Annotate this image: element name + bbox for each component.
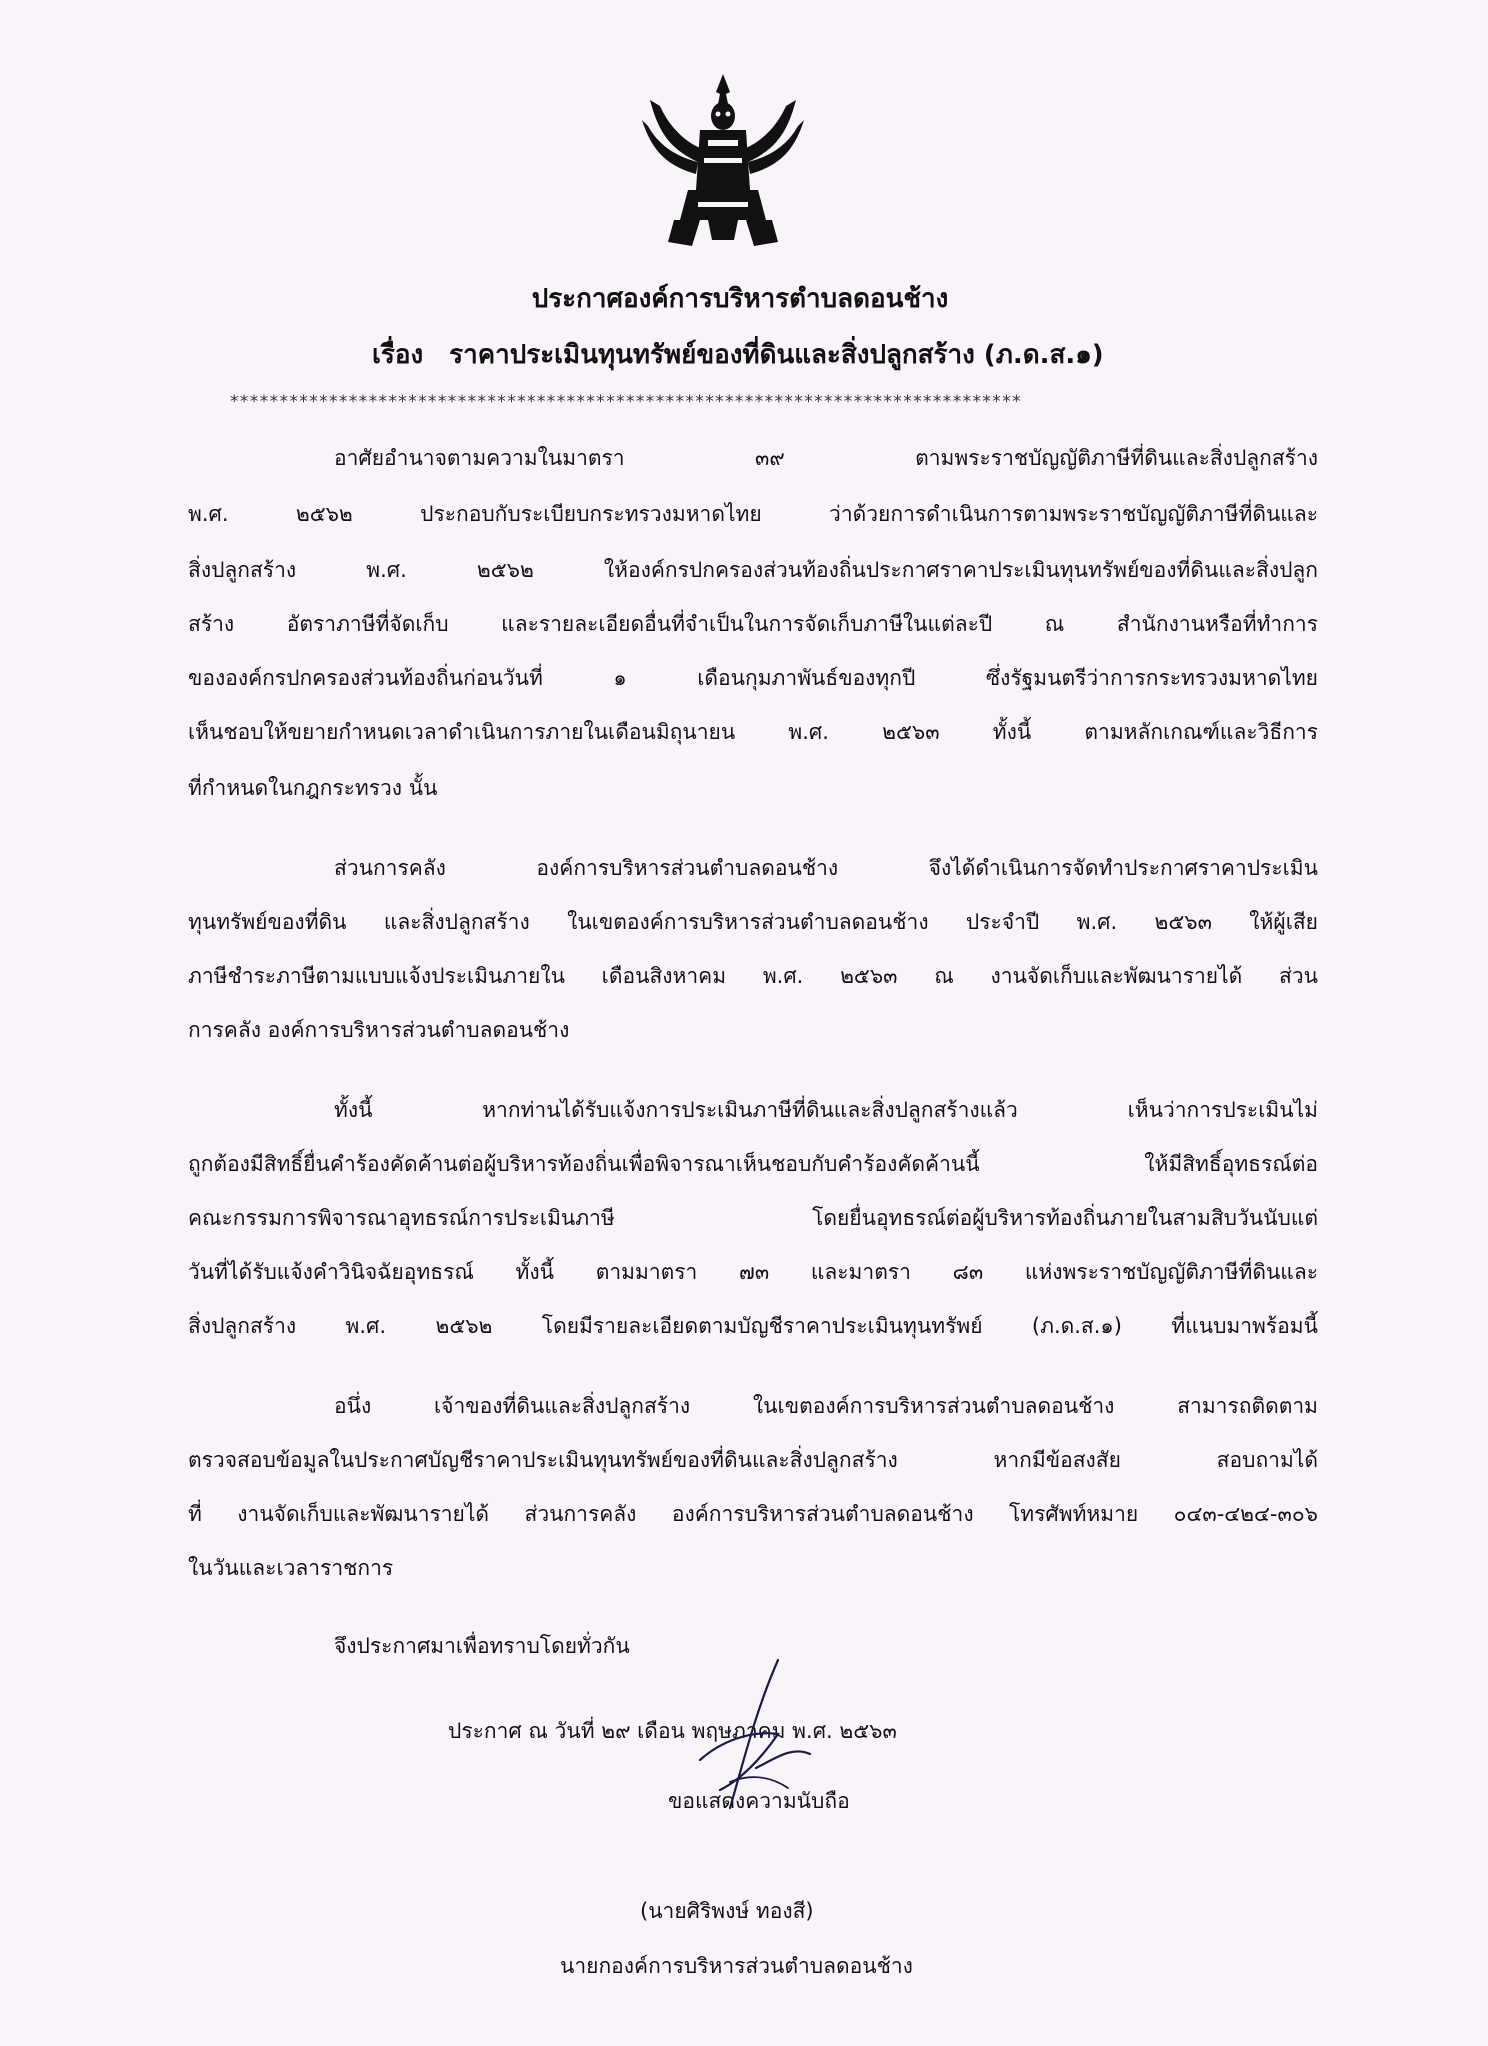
paragraph-3-line: วันที่ได้รับแจ้งคำวินิจฉัยอุทธรณ์ ทั้งนี้ ตามมาตรา ๗๓ และมาตรา ๘๓ แห่งพระราชบัญญัติภาษีที่ดินและ [188,1260,1318,1284]
star-divider: ******************************************************************************** [230,392,1022,412]
announcement-statement: จึงประกาศมาเพื่อทราบโดยทั่วกัน [334,1634,630,1658]
paragraph-3-line: ถูกต้องมีสิทธิ์ยื่นคำร้องคัดค้านต่อผู้บริหารท้องถิ่นเพื่อพิจารณาเห็นชอบกับคำร้องคัดค้านนี้ ให้มีสิทธิ์อุทธรณ์ต่อ [188,1152,1318,1176]
paragraph-4-line: ตรวจสอบข้อมูลในประกาศบัญชีราคาประเมินทุนทรัพย์ของที่ดินและสิ่งปลูกสร้าง หากมีข้อสงสัย สอบถามได้ [188,1448,1318,1472]
paragraph-2-line: ภาษีชำระภาษีตามแบบแจ้งประเมินภายใน เดือนสิงหาคม พ.ศ. ๒๕๖๓ ณ งานจัดเก็บและพัฒนารายได้ ส่วน [188,964,1318,988]
paragraph-2-line: การคลัง องค์การบริหารส่วนตำบลดอนช้าง [188,1018,570,1042]
signature-icon [660,1650,860,1820]
paragraph-1-line: พ.ศ. ๒๕๖๒ ประกอบกับระเบียบกระทรวงมหาดไทย ว่าด้วยการดำเนินการตามพระราชบัญญัติภาษีที่ดินและ [188,502,1318,526]
paragraph-3-line: คณะกรรมการพิจารณาอุทธรณ์การประเมินภาษี โดยยื่นอุทธรณ์ต่อผู้บริหารท้องถิ่นภายในสามสิบวันนับแต่ [188,1206,1318,1230]
signatory-name: (นายศิริพงษ์ ทองสี) [640,1899,814,1923]
subject-label: เรื่อง [372,340,424,370]
signatory-position: นายกองค์การบริหารส่วนตำบลดอนช้าง [560,1954,913,1978]
paragraph-4-line: ที่ งานจัดเก็บและพัฒนารายได้ ส่วนการคลัง องค์การบริหารส่วนตำบลดอนช้าง โทรศัพท์หมาย ๐๔๓-๔๒๔-๓๐๖ [188,1502,1318,1526]
subject-text: ราคาประเมินทุนทรัพย์ของที่ดินและสิ่งปลูกสร้าง (ภ.ด.ส.๑) [449,340,1104,370]
paragraph-4-line: อนึ่ง เจ้าของที่ดินและสิ่งปลูกสร้าง ในเขตองค์การบริหารส่วนตำบลดอนช้าง สามารถติดตาม [334,1394,1318,1418]
announcement-date: ประกาศ ณ วันที่ ๒๙ เดือน พฤษภาคม พ.ศ. ๒๕๖๓ [448,1719,897,1743]
document-subject [372,334,1372,375]
paragraph-1-line: สิ่งปลูกสร้าง พ.ศ. ๒๕๖๒ ให้องค์กรปกครองส่วนท้องถิ่นประกาศราคาประเมินทุนทรัพย์ของที่ดินและสิ่งปลูก [188,558,1318,582]
paragraph-1-line: สร้าง อัตราภาษีที่จัดเก็บ และรายละเอียดอื่นที่จำเป็นในการจัดเก็บภาษีในแต่ละปี ณ สำนักงานหรือที่ทำการ [188,612,1318,636]
paragraph-1-line: ขององค์กรปกครองส่วนท้องถิ่นก่อนวันที่ ๑ เดือนกุมภาพันธ์ของทุกปี ซึ่งรัฐมนตรีว่าการกระทรวงมหาดไทย [188,666,1318,690]
paragraph-1-line: ที่กำหนดในกฎกระทรวง นั้น [188,776,438,800]
document-title: ประกาศองค์การบริหารตำบลดอนช้าง [531,284,949,314]
paragraph-1-line: อาศัยอำนาจตามความในมาตรา ๓๙ ตามพระราชบัญญัติภาษีที่ดินและสิ่งปลูกสร้าง [334,446,1318,470]
paragraph-2-line: ทุนทรัพย์ของที่ดิน และสิ่งปลูกสร้าง ในเขตองค์การบริหารส่วนตำบลดอนช้าง ประจำปี พ.ศ. ๒๕๖๓ ให้ผู้เสีย [188,910,1318,934]
regards-text: ขอแสดงความนับถือ [668,1789,850,1813]
garuda-emblem-icon [638,70,808,250]
paragraph-4-line: ในวันและเวลาราชการ [188,1556,394,1580]
paragraph-3-line: สิ่งปลูกสร้าง พ.ศ. ๒๕๖๒ โดยมีรายละเอียดตามบัญชีราคาประเมินทุนทรัพย์ (ภ.ด.ส.๑) ที่แนบมาพร้อมนี้ [188,1314,1318,1338]
paragraph-2-line: ส่วนการคลัง องค์การบริหารส่วนตำบลดอนช้าง จึงได้ดำเนินการจัดทำประกาศราคาประเมิน [334,856,1318,880]
paragraph-1-line: เห็นชอบให้ขยายกำหนดเวลาดำเนินการภายในเดือนมิถุนายน พ.ศ. ๒๕๖๓ ทั้งนี้ ตามหลักเกณฑ์และวิธีการ [188,720,1318,744]
paragraph-3-line: ทั้งนี้ หากท่านได้รับแจ้งการประเมินภาษีที่ดินและสิ่งปลูกสร้างแล้ว เห็นว่าการประเมินไม่ [334,1098,1318,1122]
